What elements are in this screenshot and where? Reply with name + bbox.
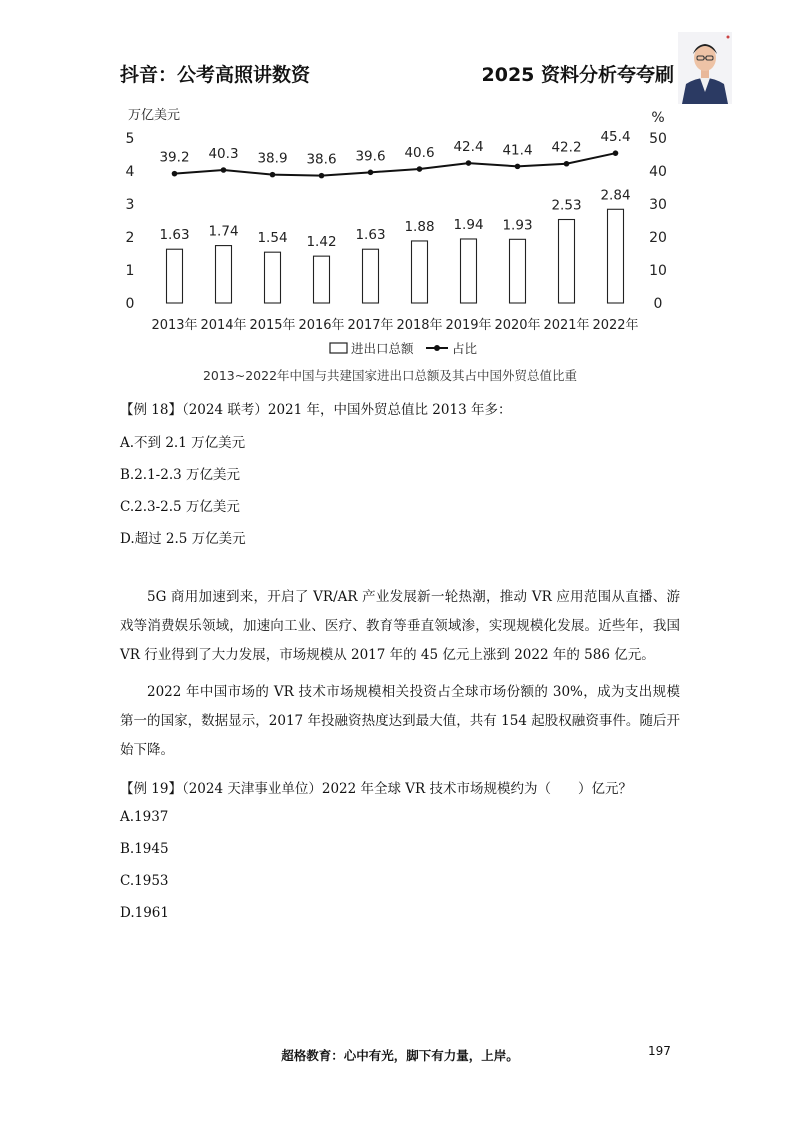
x-tick-label: 2020年: [494, 318, 541, 333]
question-18-stem: 【例 18】（2024 联考）2021 年，中国外贸总值比 2013 年多：: [120, 402, 512, 418]
share-value-label: 38.9: [257, 150, 288, 167]
left-tick-label: 1: [125, 263, 135, 279]
share-point: [515, 164, 521, 170]
share-point: [613, 150, 619, 156]
bar: [167, 249, 183, 303]
share-point: [368, 170, 374, 176]
question-19-option-a: A.1937: [120, 809, 169, 825]
left-tick-label: 0: [125, 296, 135, 312]
bar-value-label: 1.94: [453, 216, 484, 233]
right-tick-label: 40: [649, 164, 667, 180]
right-tick-label: 20: [649, 230, 667, 246]
left-axis-unit: 万亿美元: [128, 108, 181, 123]
bar: [314, 256, 330, 303]
bar: [216, 246, 232, 303]
bar-value-label: 1.54: [257, 230, 288, 247]
share-value-label: 42.2: [551, 139, 582, 156]
question-18-option-b: B.2.1-2.3 万亿美元: [120, 467, 241, 483]
share-value-label: 40.6: [404, 145, 435, 162]
left-tick-label: 4: [125, 164, 135, 180]
question-19-option-d: D.1961: [120, 905, 169, 921]
chart-title: 2013~2022年中国与共建国家进出口总额及其占中国外贸总值比重: [202, 368, 578, 383]
bar-value-label: 1.93: [502, 217, 533, 234]
share-value-label: 40.3: [208, 146, 239, 163]
header-left-title: 抖音：公考高照讲数资: [120, 64, 311, 86]
avatar: [678, 32, 732, 104]
legend-bar-label: 进出口总额: [351, 341, 414, 356]
share-point: [270, 172, 276, 178]
question-18-option-c: C.2.3-2.5 万亿美元: [120, 499, 240, 515]
legend-line-marker: [434, 345, 440, 351]
bar-value-label: 1.63: [355, 227, 386, 244]
right-tick-label: 10: [649, 263, 667, 279]
x-tick-label: 2017年: [347, 318, 394, 333]
x-tick-label: 2016年: [298, 318, 345, 333]
x-tick-label: 2019年: [445, 318, 492, 333]
right-tick-label: 30: [649, 197, 667, 213]
x-tick-label: 2015年: [249, 318, 296, 333]
trade-chart: [110, 100, 670, 390]
x-tick-label: 2013年: [151, 318, 198, 333]
left-tick-label: 5: [125, 131, 135, 147]
bar-value-label: 1.88: [404, 218, 435, 235]
bar: [608, 209, 624, 303]
legend-line-label: 占比: [452, 341, 478, 356]
share-point: [172, 171, 178, 177]
paragraph-vr-intro: 5G 商用加速到来，开启了 VR/AR 产业发展新一轮热潮，推动 VR 应用范围从直播、游戏等消费娱乐领域，加速向工业、医疗、教育等垂直领域渗，实现规模化发展。近些年，我国 VR 行业得到了大力发展，市场规模从 2017 年的 45 亿元上涨到 2022 年的 586 亿元。: [120, 589, 680, 663]
question-19-stem: 【例 19】（2024 天津事业单位）2022 年全球 VR 技术市场规模约为（ ）亿元？: [120, 781, 633, 797]
x-tick-label: 2014年: [200, 318, 247, 333]
bar-value-label: 2.53: [551, 197, 582, 214]
bar: [461, 239, 477, 303]
share-value-label: 41.4: [502, 142, 533, 159]
bar-value-label: 1.74: [208, 223, 239, 240]
left-tick-label: 2: [125, 230, 135, 246]
share-point: [417, 166, 423, 172]
question-19-option-b: B.1945: [120, 841, 169, 857]
right-tick-label: 0: [653, 296, 663, 312]
legend-bar-swatch: [330, 343, 347, 353]
question-18-option-d: D.超过 2.5 万亿美元: [120, 531, 246, 547]
right-axis-unit: %: [651, 110, 665, 126]
bar: [265, 252, 281, 303]
share-value-label: 38.6: [306, 151, 337, 168]
left-tick-label: 3: [125, 197, 135, 213]
paragraph-vr-investment: 2022 年中国市场的 VR 技术市场规模相关投资占全球市场份额的 30%，成为支出规模第一的国家，数据显示，2017 年投融资热度达到最大值，共有 154 起股权融资事件。随后开始下降。: [120, 684, 680, 758]
share-value-label: 42.4: [453, 139, 484, 156]
question-18-option-a: A.不到 2.1 万亿美元: [120, 435, 246, 451]
header-right-title: 2025 资料分析夸夸刷: [481, 64, 674, 86]
bar-value-label: 2.84: [600, 187, 631, 204]
bar-value-label: 1.42: [306, 234, 337, 251]
bar: [510, 239, 526, 303]
bar-value-label: 1.63: [159, 227, 190, 244]
page-number: 197: [648, 1044, 671, 1058]
share-value-label: 39.6: [355, 148, 386, 165]
share-point: [319, 173, 325, 179]
share-value-label: 39.2: [159, 149, 190, 166]
bar: [363, 249, 379, 303]
right-tick-label: 50: [649, 131, 667, 147]
share-point: [564, 161, 570, 167]
x-tick-label: 2022年: [592, 318, 639, 333]
share-point: [466, 160, 472, 166]
footer-slogan: 超格教育：心中有光，脚下有力量，上岸。: [281, 1048, 519, 1063]
share-point: [221, 167, 227, 173]
bar: [412, 241, 428, 303]
share-value-label: 45.4: [600, 129, 631, 146]
x-tick-label: 2021年: [543, 318, 590, 333]
bar: [559, 220, 575, 303]
x-tick-label: 2018年: [396, 318, 443, 333]
question-19-option-c: C.1953: [120, 873, 169, 889]
